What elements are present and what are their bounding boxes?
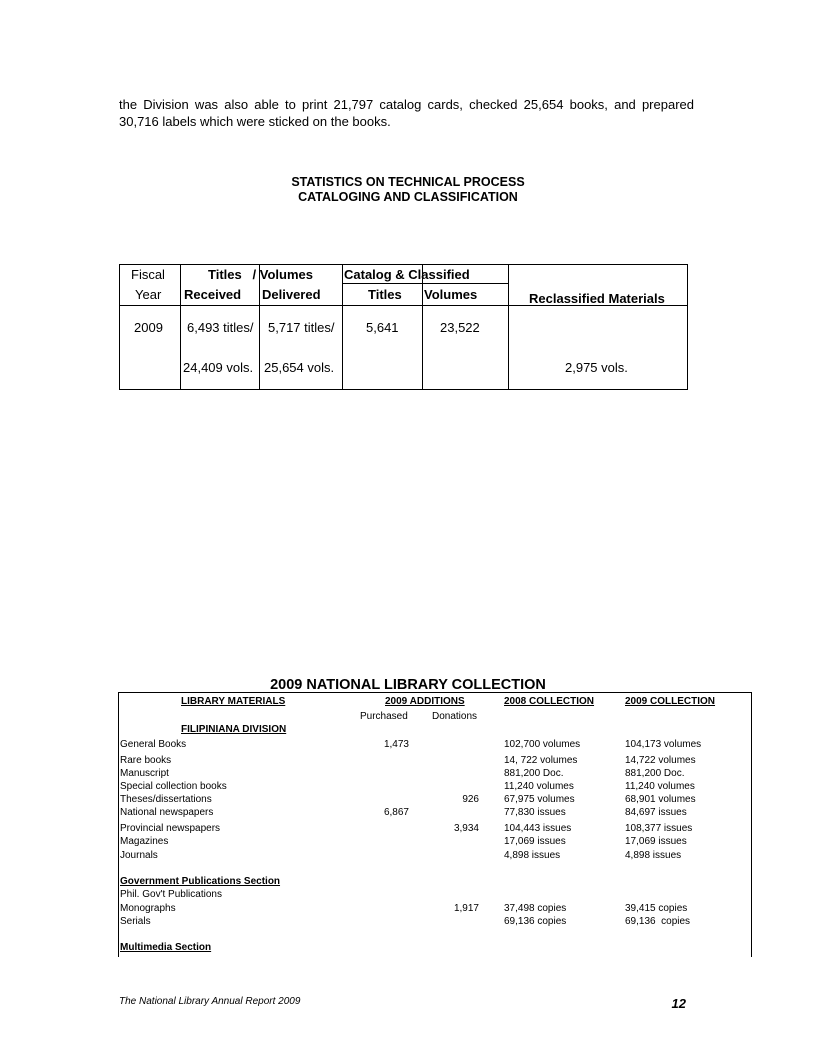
cell-received-titles: 6,493 titles/	[187, 320, 254, 335]
row-2009: 11,240 volumes	[625, 781, 695, 792]
cell-year: 2009	[134, 320, 163, 335]
row-name: Monographs	[120, 903, 176, 914]
row-2009: 4,898 issues	[625, 850, 682, 861]
row-name: Special collection books	[120, 781, 227, 792]
row-2008: 11,240 volumes	[504, 781, 574, 792]
header-catalog-classified: Catalog & Classified	[344, 267, 470, 282]
row-2008: 69,136 copies	[504, 916, 567, 927]
row-2008: 17,069 issues	[504, 836, 566, 847]
row-name: Provincial newspapers	[120, 823, 221, 834]
technical-process-table	[119, 264, 688, 390]
row-donations: 1,917	[453, 903, 479, 914]
row-2008: 67,975 volumes	[504, 794, 575, 805]
row-2008: 37,498 copies	[504, 903, 567, 914]
row-name: Serials	[120, 916, 151, 927]
gov-subheading: Phil. Gov't Publications	[120, 889, 222, 900]
collection-table	[118, 692, 752, 957]
header-2008-collection: 2008 COLLECTION	[504, 696, 595, 707]
row-2009: 84,697 issues	[625, 807, 687, 818]
row-name: National newspapers	[120, 807, 214, 818]
header-titles-volumes: Titles / Volumes	[208, 267, 313, 282]
row-2009: 17,069 issues	[625, 836, 687, 847]
intro-paragraph: the Division was also able to print 21,797 catalog cards, checked 25,654 books, and prepared 30,716 labels which were sticked on the books.	[119, 97, 694, 129]
row-name: Journals	[120, 850, 158, 861]
section-government-publications: Government Publications Section	[120, 876, 281, 887]
row-2009: 108,377 issues	[625, 823, 693, 834]
row-donations: 926	[462, 794, 479, 805]
row-name: Magazines	[120, 836, 169, 847]
row-2009: 39,415 copies	[625, 903, 688, 914]
row-2009: 881,200 Doc.	[625, 768, 685, 779]
section-multimedia: Multimedia Section	[120, 942, 212, 953]
header-donations: Donations	[432, 711, 478, 722]
header-purchased: Purchased	[360, 711, 408, 722]
row-purchased: 6,867	[383, 807, 409, 818]
row-purchased: 1,473	[383, 739, 409, 750]
header-delivered: Delivered	[262, 287, 321, 302]
row-2009: 14,722 volumes	[625, 755, 696, 766]
cell-reclassified-vols: 2,975 vols.	[565, 360, 628, 375]
row-name: Manuscript	[120, 768, 169, 779]
row-name: Rare books	[120, 755, 172, 766]
header-year: Year	[135, 287, 162, 302]
section-filipiniana: FILIPINIANA DIVISION	[181, 724, 287, 735]
row-2009: 104,173 volumes	[625, 739, 702, 750]
cell-delivered-titles: 5,717 titles/	[268, 320, 335, 335]
row-2009: 69,136 copies	[625, 916, 691, 927]
header-reclassified: Reclassified Materials	[529, 291, 665, 306]
row-2008: 14, 722 volumes	[504, 755, 578, 766]
cell-delivered-vols: 25,654 vols.	[264, 360, 335, 375]
row-2008: 881,200 Doc.	[504, 768, 564, 779]
stats-title-line1: STATISTICS ON TECHNICAL PROCESS	[291, 175, 525, 189]
row-2008: 77,830 issues	[504, 807, 566, 818]
row-name: General Books	[120, 739, 187, 750]
header-received: Received	[184, 287, 242, 302]
row-2008: 102,700 volumes	[504, 739, 581, 750]
row-2009: 68,901 volumes	[625, 794, 696, 805]
header-volumes: Volumes	[424, 287, 478, 302]
row-donations: 3,934	[453, 823, 479, 834]
header-2009-collection: 2009 COLLECTION	[625, 696, 716, 707]
stats-title-line2: CATALOGING AND CLASSIFICATION	[298, 190, 518, 204]
row-name: Theses/dissertations	[120, 794, 212, 805]
header-library-materials: LIBRARY MATERIALS	[181, 696, 286, 707]
cell-catalog-volumes: 23,522	[440, 320, 480, 335]
header-2009-additions: 2009 ADDITIONS	[385, 696, 465, 707]
row-2008: 4,898 issues	[504, 850, 561, 861]
header-titles: Titles	[368, 287, 402, 302]
page-number: 12	[671, 996, 686, 1011]
collection-title: 2009 NATIONAL LIBRARY COLLECTION	[270, 677, 546, 693]
header-fiscal: Fiscal	[131, 267, 165, 282]
row-2008: 104,443 issues	[504, 823, 572, 834]
cell-received-vols: 24,409 vols.	[183, 360, 254, 375]
footer-report-title: The National Library Annual Report 2009	[119, 996, 301, 1007]
cell-catalog-titles: 5,641	[366, 320, 399, 335]
